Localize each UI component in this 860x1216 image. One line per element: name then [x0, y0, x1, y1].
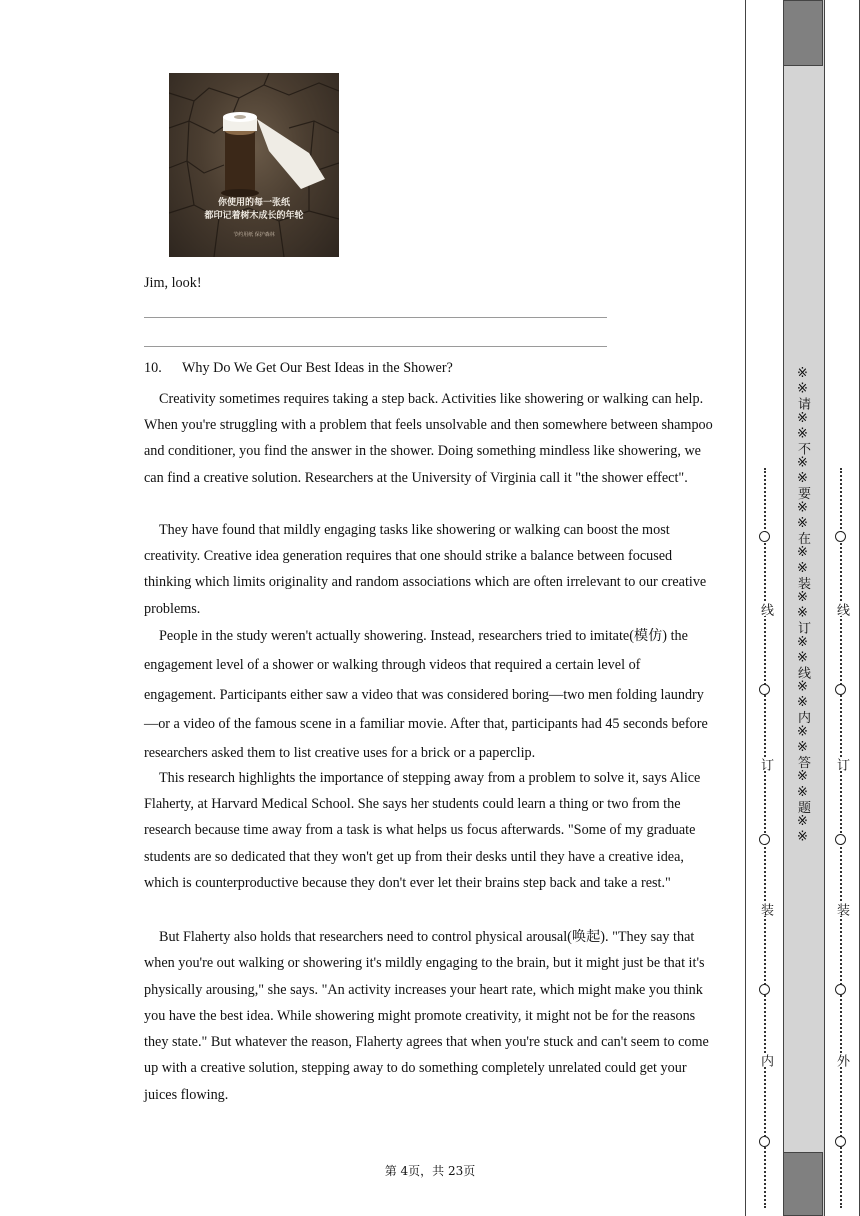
poster-caption: 你使用的每一张纸 都印记着树木成长的年轮	[204, 198, 304, 221]
inner-label-zhuang: 装	[758, 903, 773, 916]
binding-circle	[759, 684, 770, 695]
inner-label-ding: 订	[758, 758, 773, 771]
outer-label-wai: 外	[834, 1054, 849, 1067]
inner-label-xian: 线	[758, 603, 773, 616]
paragraph-1: Creativity sometimes requires taking a step back. Activities like showering or walking can help. When you're struggling with a problem that feels unsolvable and then somewhere between shampoo and conditioner, you find the answer in the shower. Doing something mindless like showering, we can find a creative solution. Researchers at the University of Virginia call it "the shower effect".	[144, 391, 713, 486]
answer-line-2	[144, 346, 607, 347]
paragraph-2: They have found that mildly engaging tasks like showering or walking can boost the most creativity. Creative idea generation requires that one should strike a balance between focused thinking which limits originality and random associations which are often irrelevant to our creative problems.	[144, 522, 707, 617]
outer-label-zhuang: 装	[834, 903, 849, 916]
binding-band-bottom	[783, 1152, 823, 1216]
question-heading: Why Do We Get Our Best Ideas in the Shower?	[182, 360, 453, 376]
binding-circle	[835, 684, 846, 695]
binding-circle	[759, 531, 770, 542]
question-number: 10.	[144, 360, 162, 376]
cracked-earth-graphic	[169, 73, 339, 257]
question-title	[144, 360, 453, 377]
answer-prompt: Jim, look!	[144, 275, 202, 291]
binding-band-top	[783, 0, 823, 66]
outer-label-xian: 线	[834, 603, 849, 616]
binding-circle	[835, 984, 846, 995]
answer-line-1	[144, 317, 607, 318]
poster-small-text: 节约用纸 保护森林	[233, 232, 275, 238]
outer-label-ding: 订	[834, 758, 849, 771]
paragraph-3: People in the study weren't actually showering. Instead, researchers tried to imitate(模仿) the engagement level of a shower or walking through videos that required a certain level of engagement. Participants either saw a video that was considered boring—two men folding laundry—or a video of the famous scene in a familiar movie. After that, participants had 45 seconds before researchers asked them to list creative uses for a brick or a paperclip.	[144, 628, 708, 762]
binding-circle	[835, 1136, 846, 1147]
poster-image	[169, 73, 339, 257]
binding-left-border	[745, 0, 746, 1216]
paragraph-4: This research highlights the importance of stepping away from a problem to solve it, says Alice Flaherty, at Harvard Medical School. She says her students could learn a thing or two from the research because time away from a task is what helps us focus afterwards. "Some of my graduate students are so dedicated that they won't get up from their desks until they have a creative idea, which is counterproductive because they don't ever let their brains step back and take a rest."	[144, 770, 701, 891]
binding-circle	[835, 834, 846, 845]
paragraph-5: But Flaherty also holds that researchers need to control physical arousal(唤起). "They say that when you're out walking or showering it's mildly engaging to the brain, but it might just be that it's physically arousing," she says. "An activity increases your heart rate, which might make you think you have the best idea. While showering might promote creativity, it might not be for the reasons they state." But whatever the reason, Flaherty agrees that when you're stuck and can't seem to come up with a creative solution, stepping away to do something completely unrelated could get your juices flowing.	[144, 929, 709, 1103]
page-footer: 第 4页，共 23页	[384, 1164, 476, 1178]
inner-label-nei: 内	[758, 1054, 773, 1067]
binding-circle	[759, 834, 770, 845]
binding-circle	[835, 531, 846, 542]
binding-circle	[759, 1136, 770, 1147]
binding-warning-text: ※※请※※不※※要※※在※※装※※订※※线※※内※※答※※题※※	[795, 366, 810, 846]
binding-circle	[759, 984, 770, 995]
